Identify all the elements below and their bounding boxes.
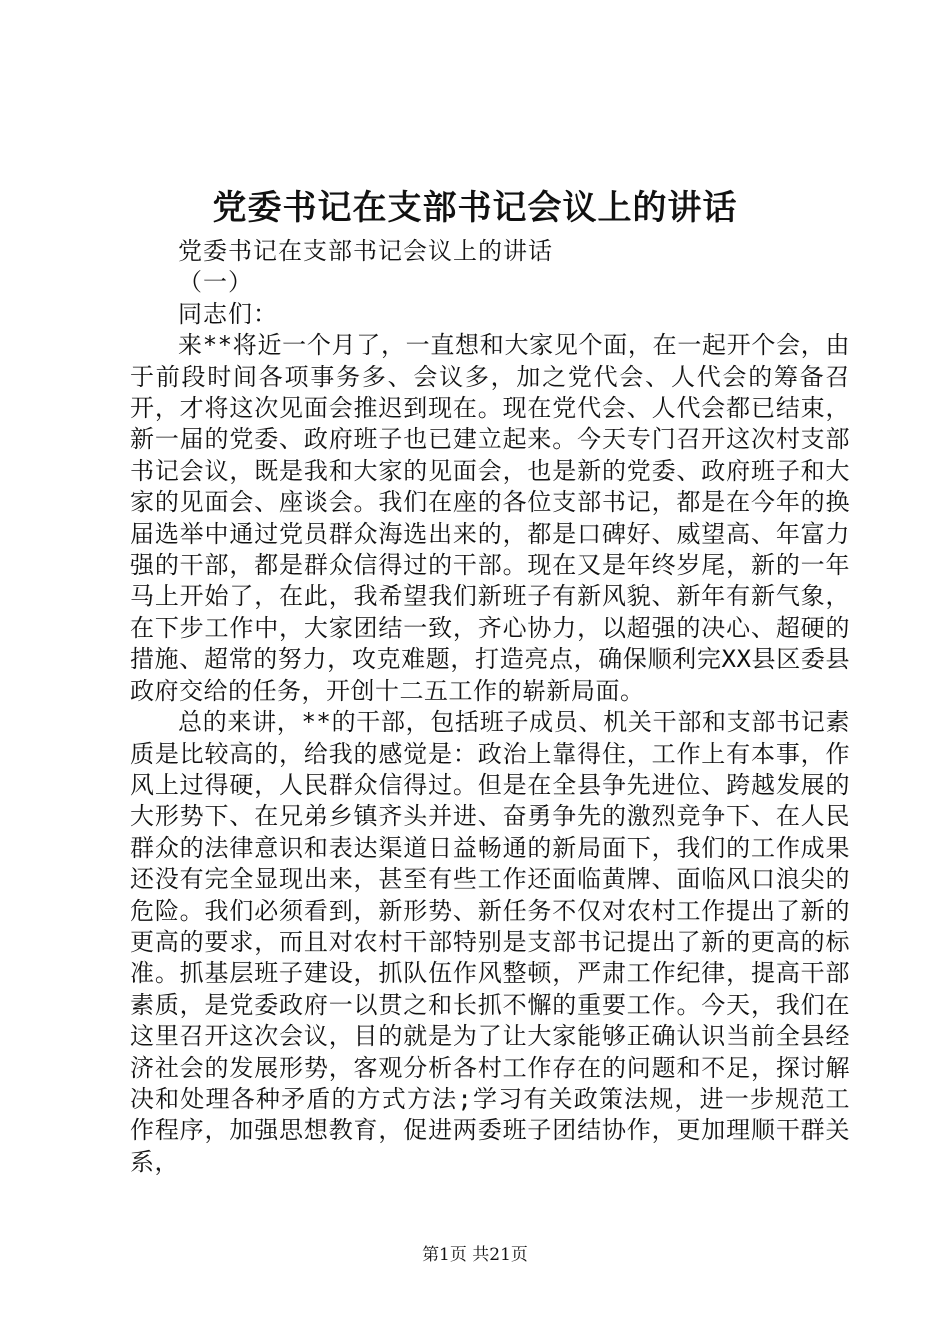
salutation: 同志们： [178, 299, 278, 328]
paragraph-1: 来**将近一个月了，一直想和大家见个面，在一起开个会，由于前段时间各项事务多、会议多，加之党代会、人代会的筹备召开，才将这次见面会推迟到现在。现在党代会、人代会都已结束，新一届的党委、政府班子也已建立起来。今天专门召开这次村支部书记会议，既是我和大家的见面会，也是新的党委、政府班子和大家的见面会、座谈会。我们在座的各位支部书记，都是在今年的换届选举中通过党员群众海选出来的，都是口碑好、威望高、年富力强的干部，都是群众信得过的干部。现在又是年终岁尾，新的一年马上开始了，在此，我希望我们新班子有新风貌、新年有新气象，在下步工作中，大家团结一致，齐心协力，以超强的决心、超硬的措施、超常的努力，攻克难题，打造亮点，确保顺利完XX县区委县政府交给的任务，开创十二五工作的崭新局面。 [130, 331, 850, 705]
section-number: （一） [178, 268, 253, 297]
paragraph-2: 总的来讲，**的干部，包括班子成员、机关干部和支部书记素质是比较高的，给我的感觉是：政治上靠得住，工作上有本事，作风上过得硬，人民群众信得过。但是在全县争先进位、跨越发展的大形势下、在兄弟乡镇齐头并进、奋勇争先的激烈竞争下、在人民群众的法律意识和表达渠道日益畅通的新局面下，我们的工作成果还没有完全显现出来，甚至有些工作还面临黄牌、面临风口浪尖的危险。我们必须看到，新形势、新任务不仅对农村工作提出了新的更高的要求，而且对农村干部特别是支部书记提出了新的更高的标准。抓基层班子建设，抓队伍作风整顿，严肃工作纪律，提高干部素质，是党委政府一以贯之和长抓不懈的重要工作。今天，我们在这里召开这次会议，目的就是为了让大家能够正确认识当前全县经济社会的发展形势，客观分析各村工作存在的问题和不足，探讨解决和处理各种矛盾的方式方法;学习有关政策法规，进一步规范工作程序，加强思想教育，促进两委班子团结协作，更加理顺干群关系， [130, 708, 850, 1176]
document-title: 党委书记在支部书记会议上的讲话 [212, 188, 738, 228]
page-footer: 第1页 共21页 [422, 1245, 528, 1265]
document-body [130, 236, 850, 1178]
document-subtitle: 党委书记在支部书记会议上的讲话 [178, 237, 553, 265]
